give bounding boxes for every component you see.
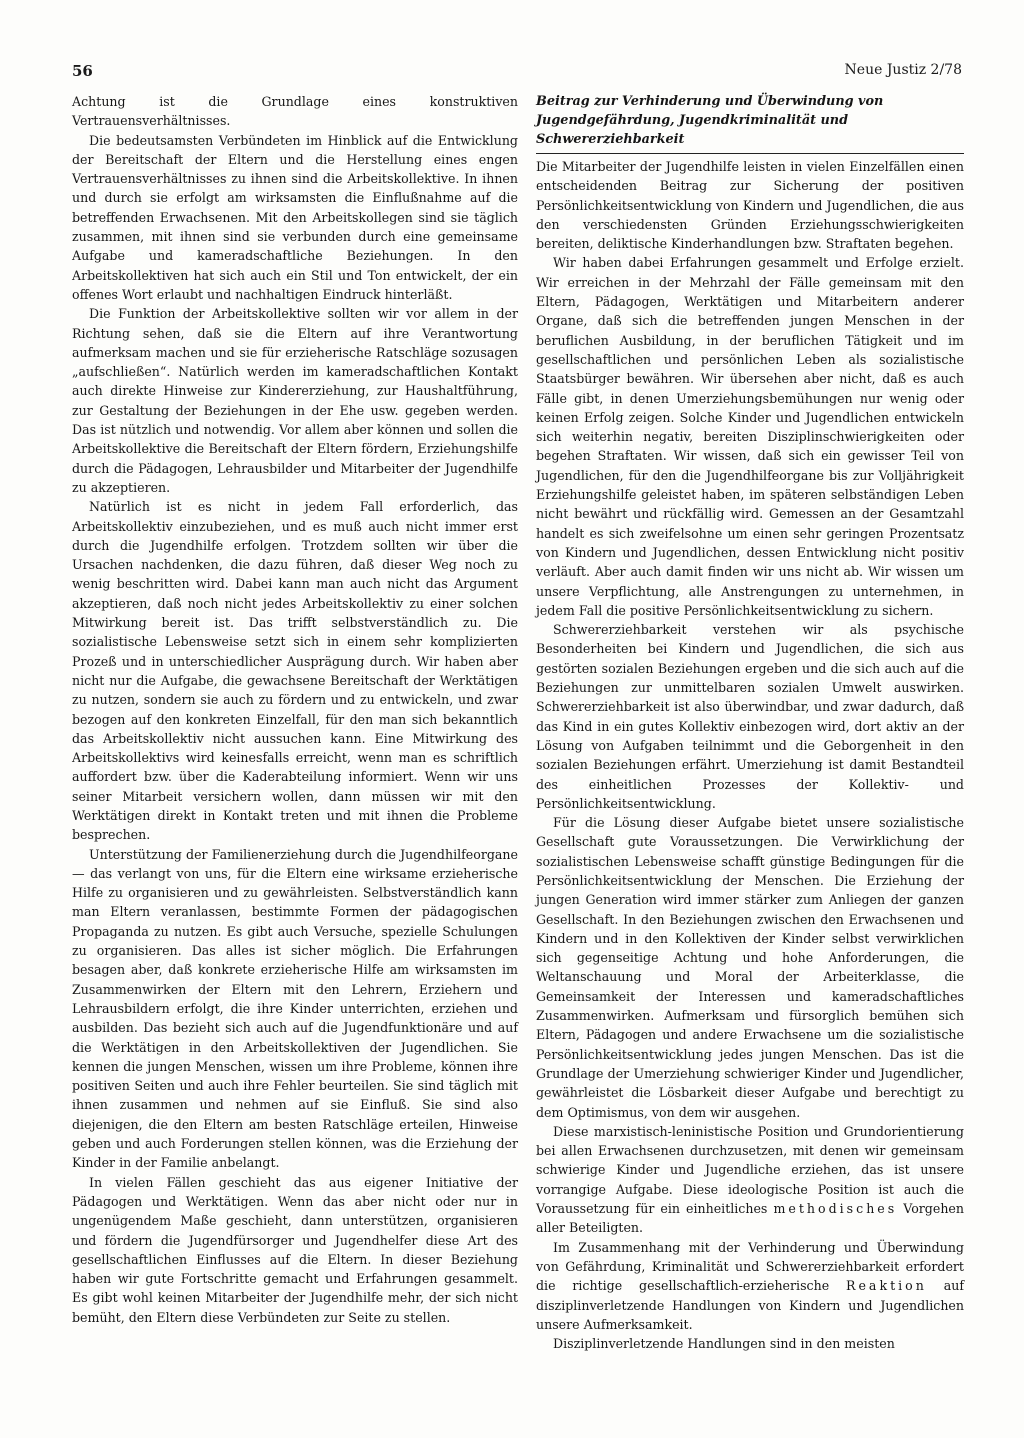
section-heading: Beitrag zur Verhinderung und Überwindung von Jugendgefährdung, Jugendkriminalität und Schwererziehbarkeit <box>536 94 884 147</box>
section-divider <box>536 153 964 154</box>
paragraph: Die Funktion der Arbeitskollektive sollten wir vor allem in der Richtung sehen, daß sie die Eltern auf ihre Verantwortung aufmerksam machen und sie für erzieherische Ratschläge sozusagen „aufschließen“. Natürlich werden im kameradschaftlichen Kontakt auch direkte Hinweise zur Kindererziehung, zur Haushaltführung, zur Gestaltung der Beziehungen in der Ehe usw. gegeben werden. Das ist nützlich und notwendig. Vor allem aber können und sollen die Arbeitskollektive die Bereitschaft der Eltern fördern, Erziehungshilfe durch die Pädagogen, Lehrausbilder und Mitarbeiter der Jugendhilfe zu akzeptieren. <box>72 306 518 495</box>
paragraph-text: Diese marxistisch-leninistische Position und Grundorientierung bei allen Erwachsenen durchzusetzen, mit denen wir gemeinsam schwierige Kinder und Jugendliche erziehen, das ist unsere vorrangige Aufgabe. Diese ideologische Position ist auch die Voraussetzung für ein einheitliches <box>536 1123 964 1217</box>
paragraph: Wir haben dabei Erfahrungen gesammelt und Erfolge erzielt. Wir erreichen in der Mehrzahl der Fälle gemeinsam mit den Eltern, Pädagogen, Werktätigen und Mitarbeitern anderer Organe, daß sich die betreffenden jungen Menschen in der beruflichen Ausbildung, in der beruflichen Tätigkeit und im gesellschaftlichen und persönlichen Leben als sozialistische Staatsbürger bewähren. Wir übersehen aber nicht, daß es auch Fälle gibt, in denen Umerziehungsbemühungen nur wenig oder keinen Erfolg zeigen. Solche Kinder und Jugendlichen entwickeln sich weiterhin negativ, bereiten Disziplinschwierigkeiten oder begehen Straftaten. Wir wissen, daß sich ein gewisser Teil von Jugendlichen, für den die Jugendhilfeorgane bis zur Volljährigkeit Erziehungshilfe geleistet haben, im späteren selbständigen Leben nicht bewährt und rückfällig wird. Gemessen an der Gesamtzahl handelt es sich zweifelsohne um einen sehr geringen Prozentsatz von Kindern und Jugendlichen, dessen Entwicklung nicht positiv verläuft. Aber auch damit finden wir uns nicht ab. Wir wissen um unsere Verpflichtung, alle Anstrengungen zu unternehmen, in jedem Fall die positive Persönlichkeitsentwicklung zu sichern. <box>536 255 964 618</box>
emphasized-word: Reaktion <box>846 1278 927 1294</box>
paragraph: Die bedeutsamsten Verbündeten im Hinblick auf die Entwicklung der Bereitschaft der Eltern und die Herstellung eines engen Vertrauensverhältnisses zu ihnen sind die Arbeitskollektive. In ihnen und durch sie erfolgt am wirksamsten die Einflußnahme auf die betreffenden Erwachsenen. Mit den Arbeitskollegen sind sie täglich zusammen, mit ihnen sind sie verbunden durch eine gemeinsame Aufgabe und kameradschaftliche Beziehungen. In den Arbeitskollektiven hat sich auch ein Stil und Ton entwickelt, der ein offenes Wort erlaubt und nachhaltigen Eindruck hinterläßt. <box>72 132 518 302</box>
right-column <box>536 92 964 1353</box>
paragraph: Unterstützung der Familienerziehung durch die Jugendhilfeorgane — das verlangt von uns, für die Eltern eine wirksame erzieherische Hilfe zu organisieren und zu gewährleisten. Selbstverständlich kann man Eltern veranlassen, bestimmte Formen der pädagogischen Propaganda zu nutzen. Es gibt auch Versuche, spezielle Schulungen zu organisieren. Das alles ist sicher möglich. Die Erfahrungen besagen aber, daß konkrete erzieherische Hilfe am wirksamsten im Zusammenwirken der Eltern mit den Lehrern, Erziehern und Lehrausbildern erfolgt, die ihre Kinder unterrichten, erziehen und ausbilden. Das bezieht sich auch auf die Jugendfunktionäre und auf die Werktätigen in den Arbeitskollektiven der Jugendlichen. Sie kennen die jungen Menschen, wissen um ihre Probleme, können ihre positiven Seiten und auch ihre Fehler beurteilen. Sie sind täglich mit ihnen zusammen und nehmen auf sie Einfluß. Sie sind also diejenigen, die den Eltern am besten Ratschläge erteilen, Hinweise geben und auch Forderungen stellen können, was die Erziehung der Kinder in der Familie anbelangt. <box>72 846 518 1171</box>
emphasized-word: methodisches <box>773 1201 898 1217</box>
paragraph: Für die Lösung dieser Aufgabe bietet unsere sozialistische Gesellschaft gute Voraussetzungen. Die Verwirklichung der sozialistischen Lebensweise schafft günstige Bedingungen für die Persönlichkeitsentwicklung der Menschen. Die Erziehung der jungen Generation wird immer stärker zum Anliegen der ganzen Gesellschaft. In den Beziehungen zwischen den Erwachsenen und Kindern und in den Kollektiven der Kinder selbst verwirklichen sich gegenseitige Achtung und hohe Anforderungen, die Weltanschauung und Moral der Arbeiterklasse, die Gemeinsamkeit der Interessen und kameradschaftliches Zusammenwirken. Aufmerksam und fürsorglich bemühen sich Eltern, Pädagogen und andere Erwachsene um die sozialistische Persönlichkeitsentwicklung jedes jungen Menschen. Das ist die Grundlage der Umerziehung schwieriger Kinder und Jugendlicher, gewährleistet die Lösbarkeit dieser Aufgabe und berechtigt zu dem Optimismus, von dem wir ausgehen. <box>536 815 964 1120</box>
paragraph-text: Im Zusammenhang mit der Verhinderung und Überwindung von Gefährdung, Kriminalität und Schwererziehbarkeit erfordert die richtige gesellschaftlich-erzieherische <box>536 1239 964 1294</box>
left-column <box>72 92 518 1327</box>
paragraph: Schwererziehbarkeit verstehen wir als psychische Besonderheiten bei Kindern und Jugendlichen, die sich aus gestörten sozialen Beziehungen ergeben und die sich auch auf die Beziehungen zur unmittelbaren sozialen Umwelt auswirken. Schwererziehbarkeit ist also überwindbar, und zwar dadurch, daß das Kind in ein gutes Kollektiv einbezogen wird, dort aktiv an der Lösung von Aufgaben teilnimmt und die Geborgenheit in den sozialen Beziehungen erfährt. Umerziehung ist damit Bestandteil des einheitlichen Prozesses der Kollektiv- und Persönlichkeitsentwicklung. <box>536 622 964 811</box>
paragraph: Disziplinverletzende Handlungen sind in den meisten <box>553 1336 895 1352</box>
paragraph <box>536 1238 964 1334</box>
paragraph: Natürlich ist es nicht in jedem Fall erforderlich, das Arbeitskollektiv einzubeziehen, und es muß auch nicht immer erst durch die Jugendhilfe erfolgen. Trotzdem sollten wir über die Ursachen nachdenken, die dazu führen, daß dieser Weg noch zu wenig beschritten wird. Dabei kann man auch nicht das Argument akzeptieren, daß noch nicht jedes Arbeitskollektiv zu einer solchen Mitwirkung bereit ist. Das trifft selbstverständlich zu. Die sozialistische Lebensweise setzt sich in einem sehr komplizierten Prozeß und in unterschiedlicher Ausprägung durch. Wir haben aber nicht nur die Aufgabe, die gewachsene Bereitschaft der Werktätigen zu nutzen, sondern sie auch zu fördern und zu entwickeln, und zwar bezogen auf den konkreten Einzelfall, für den man sich bekanntlich das Arbeitskollektiv nicht aussuchen kann. Eine Mitwirkung des Arbeitskollektivs wird keinesfalls erreicht, wenn man es schriftlich auffordert bzw. über die Kaderabteilung informiert. Wenn wir uns seiner Mitarbeit versichern wollen, dann müssen wir mit den Werktätigen direkt in Kontakt treten und mit ihnen die Probleme besprechen. <box>72 499 518 843</box>
paragraph: Achtung ist die Grundlage eines konstruktiven Vertrauensverhältnisses. <box>72 94 518 129</box>
paragraph-text: auf disziplinverletzende Handlungen von Kindern und Jugendlichen unsere Aufmerksamkeit. <box>536 1278 964 1332</box>
page-number: 56 <box>72 62 93 80</box>
journal-issue: Neue Justiz 2/78 <box>844 62 962 78</box>
paragraph: Die Mitarbeiter der Jugendhilfe leisten in vielen Einzelfällen einen entscheidenden Beitrag zur Sicherung der positiven Persönlichkeitsentwicklung von Kindern und Jugendlichen, die aus den verschiedensten Gründen Erziehungsschwierigkeiten bereiten, deliktische Kinderhandlungen bzw. Straftaten begehen. <box>536 159 964 252</box>
paragraph: In vielen Fällen geschieht das aus eigener Initiative der Pädagogen und Werktätigen. Wenn das aber nicht oder nur in ungenügendem Maße geschieht, dann unterstützen, organisieren und fördern die Jugendfürsorger und Jugendhelfer diese Art des gesellschaftlichen Einflusses auf die Eltern. In dieser Beziehung haben wir gute Fortschritte gemacht und Erfahrungen gesammelt. Es gibt wohl keinen Mitarbeiter der Jugendhilfe mehr, der sich nicht bemüht, den Eltern diese Verbündeten zur Seite zu stellen. <box>72 1174 518 1325</box>
paragraph-text: Vorgehen aller Beteiligten. <box>536 1201 964 1236</box>
paragraph <box>536 1122 964 1238</box>
